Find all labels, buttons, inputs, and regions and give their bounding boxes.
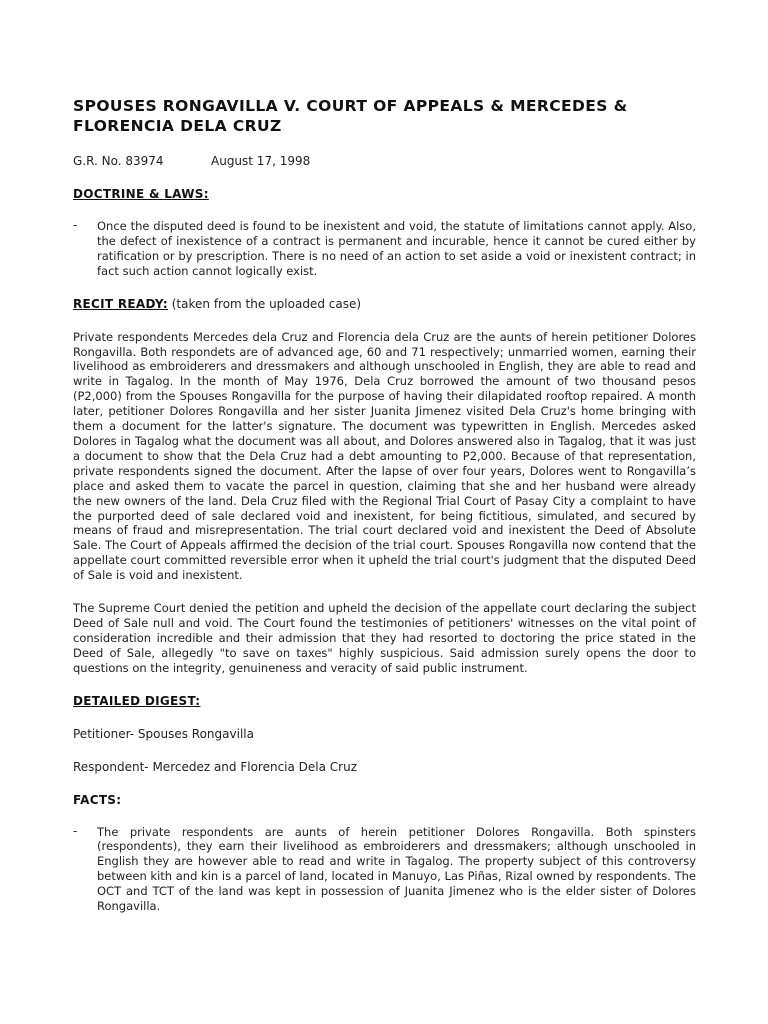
doctrine-heading: DOCTRINE & LAWS: (73, 187, 209, 201)
respondent-line: Respondent- Mercedez and Florencia Dela Cruz (73, 759, 358, 774)
case-title: SPOUSES RONGAVILLA V. COURT OF APPEALS & MERCEDES & FLORENCIA DELA CRUZ (73, 97, 628, 135)
facts-text: The private respondents are aunts of herein petitioner Dolores Rongavilla. Both spinsters (respondents), they earn their livelihood as embroiderers and dressmakers; although unschooled in English they are however able to read and write in Tagalog. The property subject of this controversy between kith and kin is a parcel of land, located in Manuyo, Las Piñas, Rizal owned by respondents. The OCT and TCT of the land was kept in possession of Juanita Jimenez who is the elder sister of Dolores Rongavilla. (97, 824, 696, 914)
recit-paragraph-2: The Supreme Court denied the petition and upheld the decision of the appellate court declaring the subject Deed of Sale null and void. The Court found the testimonies of petitioners' witnesses on the vital point of consideration incredible and their admission that they had resorted to doctoring the price stated in the Deed of Sale, allegedly "to save on taxes" highly suspicious. Said admission surely opens the door to questions on the integrity, genuineness and veracity of said public instrument. (73, 601, 696, 675)
detailed-digest-heading: DETAILED DIGEST: (73, 693, 201, 708)
recit-paragraph-1: Private respondents Mercedes dela Cruz and Florencia dela Cruz are the aunts of herein petitioner Dolores Rongavilla. Both respondets are of advanced age, 60 and 71 respectively; unmarried women, earning their livelihood as embroiderers and dressmakers and although unschooled in English, they are able to read and write in Tagalog. In the month of May 1976, Dela Cruz borrowed the amount of two thousand pesos (P2,000) from the Spouses Rongavilla for the purpose of having their dilapidated rooftop repaired. A month later, petitioner Dolores Rongavilla and her sister Juanita Jimenez visited Dela Cruz's home bringing with them a document for the latter's signature. The document was typewritten in English. Mercedes asked Dolores in Tagalog what the document was all about, and Dolores answered also in Tagalog, that it was just a document to show that the Dela Cruz had a debt amounting to P2,000. Because of that representation, private respondents signed the document. After the lapse of over four years, Dolores went to Rongavilla’s place and asked them to vacate the parcel in question, claiming that she and her husband were already the new owners of the land. Dela Cruz filed with the Regional Trial Court of Pasay City a complaint to have the purported deed of sale declared void and inexistent, for being fictitious, simulated, and secured by means of fraud and misrepresentation. The trial court declared void and inexistent the Deed of Absolute Sale. The Court of Appeals affirmed the decision of the trial court. Spouses Rongavilla now contend that the appellate court committed reversible error when it upheld the trial court's judgment that the disputed Deed of Sale is void and inexistent. (73, 329, 696, 583)
case-meta (73, 154, 696, 169)
recit-heading: RECIT READY: (73, 296, 168, 311)
gr-number: G.R. No. 83974 (73, 154, 164, 168)
petitioner-line: Petitioner- Spouses Rongavilla (73, 726, 254, 741)
doctrine-text: Once the disputed deed is found to be inexistent and void, the statute of limitations cannot apply. Also, the defect of inexistence of a contract is permanent and incurable, hence it cannot be cured either by ratification or by prescription. There is no need of an action to set aside a void or inexistent contract; in fact such action cannot logically exist. (97, 219, 696, 278)
recit-note: (taken from the uploaded case) (167, 296, 362, 311)
doctrine-bullet (73, 219, 696, 279)
decision-date: August 17, 1998 (211, 154, 311, 168)
bullet-dash: - (73, 823, 78, 838)
recit-line (73, 297, 696, 312)
bullet-dash: - (73, 218, 78, 232)
facts-bullet (73, 825, 696, 914)
facts-heading: FACTS: (73, 792, 122, 807)
